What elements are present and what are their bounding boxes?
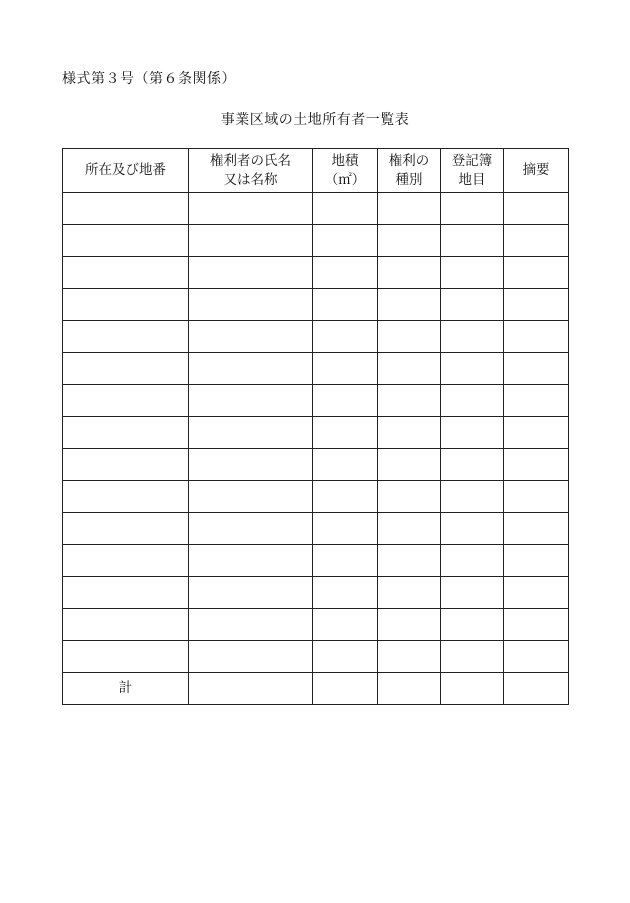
blank-entry-cell[interactable] [378,193,441,225]
blank-entry-cell[interactable] [189,417,313,449]
blank-entry-cell[interactable] [378,289,441,321]
blank-entry-cell[interactable] [313,193,378,225]
blank-entry-cell[interactable] [441,545,504,577]
table-row [63,289,569,321]
blank-entry-cell[interactable] [189,449,313,481]
table-row [63,321,569,353]
blank-entry-cell[interactable] [63,353,189,385]
blank-entry-cell[interactable] [313,481,378,513]
document-title: 事業区域の土地所有者一覧表 [220,112,410,128]
table-row [63,225,569,257]
blank-entry-cell[interactable] [63,385,189,417]
blank-entry-cell[interactable] [313,225,378,257]
form-number: 様式第３号（第６条関係） [62,71,236,87]
blank-entry-cell[interactable] [378,609,441,641]
blank-entry-cell[interactable] [504,353,569,385]
total-entry-cell[interactable] [504,673,569,705]
table-row [63,257,569,289]
blank-entry-cell[interactable] [441,385,504,417]
total-entry-cell[interactable] [189,673,313,705]
blank-entry-cell[interactable] [441,257,504,289]
blank-entry-cell[interactable] [504,257,569,289]
blank-entry-cell[interactable] [313,609,378,641]
blank-entry-cell[interactable] [378,385,441,417]
blank-entry-cell[interactable] [313,321,378,353]
total-entry-cell[interactable] [378,673,441,705]
column-header-area-line-1: 地積 [331,152,359,169]
blank-entry-cell[interactable] [441,417,504,449]
column-header-right-type-line-2: 種別 [395,171,423,188]
total-row [63,673,569,705]
blank-entry-cell[interactable] [189,321,313,353]
table-row [63,577,569,609]
blank-entry-cell[interactable] [313,417,378,449]
blank-entry-cell[interactable] [63,513,189,545]
blank-entry-cell[interactable] [313,449,378,481]
column-header-remarks-line-1: 摘要 [522,162,550,178]
blank-entry-cell[interactable] [378,481,441,513]
blank-entry-cell[interactable] [441,353,504,385]
blank-entry-cell[interactable] [313,577,378,609]
blank-entry-cell[interactable] [441,321,504,353]
blank-entry-cell[interactable] [504,321,569,353]
blank-entry-cell[interactable] [378,321,441,353]
blank-entry-cell[interactable] [441,609,504,641]
column-header-rightholder-name-line-1: 権利者の氏名 [210,152,291,169]
blank-entry-cell[interactable] [63,641,189,673]
blank-entry-cell[interactable] [504,449,569,481]
blank-entry-cell[interactable] [63,257,189,289]
blank-entry-cell[interactable] [313,289,378,321]
blank-entry-cell[interactable] [441,577,504,609]
blank-entry-cell[interactable] [63,609,189,641]
blank-entry-cell[interactable] [504,513,569,545]
blank-entry-cell[interactable] [189,257,313,289]
blank-entry-cell[interactable] [189,289,313,321]
blank-entry-cell[interactable] [189,385,313,417]
blank-entry-cell[interactable] [504,577,569,609]
blank-entry-cell[interactable] [504,225,569,257]
blank-entry-cell[interactable] [504,641,569,673]
landowner-table [62,148,569,705]
column-header-rightholder-name [189,149,313,193]
blank-entry-cell[interactable] [441,225,504,257]
table-row [63,513,569,545]
column-header-rightholder-name-line-2: 又は名称 [223,171,278,188]
blank-entry-cell[interactable] [378,257,441,289]
table-row [63,449,569,481]
blank-entry-cell[interactable] [441,193,504,225]
blank-entry-cell[interactable] [441,513,504,545]
blank-entry-cell[interactable] [189,577,313,609]
blank-entry-cell[interactable] [504,417,569,449]
blank-entry-cell[interactable] [504,481,569,513]
column-header-area [313,149,378,193]
blank-entry-cell[interactable] [504,545,569,577]
header-row [63,149,569,193]
blank-entry-cell[interactable] [378,417,441,449]
blank-entry-cell[interactable] [189,193,313,225]
blank-entry-cell[interactable] [441,449,504,481]
blank-entry-cell[interactable] [189,481,313,513]
column-header-registry-land-category-line-1: 登記簿 [451,152,493,169]
blank-entry-cell[interactable] [313,353,378,385]
total-entry-cell[interactable] [313,673,378,705]
table-body [63,193,569,705]
total-entry-cell[interactable] [441,673,504,705]
column-header-remarks [504,149,569,193]
blank-entry-cell[interactable] [441,641,504,673]
blank-entry-cell[interactable] [378,641,441,673]
blank-entry-cell[interactable] [441,289,504,321]
blank-entry-cell[interactable] [63,545,189,577]
blank-entry-cell[interactable] [504,193,569,225]
blank-entry-cell[interactable] [504,289,569,321]
blank-entry-cell[interactable] [189,353,313,385]
blank-entry-cell[interactable] [378,513,441,545]
blank-entry-cell[interactable] [313,257,378,289]
blank-entry-cell[interactable] [378,449,441,481]
column-header-registry-land-category [441,149,504,193]
column-header-right-type [378,149,441,193]
blank-entry-cell[interactable] [189,545,313,577]
blank-entry-cell[interactable] [189,641,313,673]
blank-entry-cell[interactable] [504,385,569,417]
column-header-location [63,149,189,193]
column-header-area-line-2: （㎡） [324,171,366,188]
table-row [63,385,569,417]
blank-entry-cell[interactable] [189,513,313,545]
blank-entry-cell[interactable] [313,513,378,545]
blank-entry-cell[interactable] [63,577,189,609]
blank-entry-cell[interactable] [504,609,569,641]
blank-entry-cell[interactable] [313,545,378,577]
blank-entry-cell[interactable] [378,225,441,257]
table-row [63,481,569,513]
blank-entry-cell[interactable] [378,353,441,385]
blank-entry-cell[interactable] [63,481,189,513]
table-row [63,641,569,673]
blank-entry-cell[interactable] [63,417,189,449]
blank-entry-cell[interactable] [189,225,313,257]
blank-entry-cell[interactable] [378,545,441,577]
total-label: 計 [63,673,189,705]
blank-entry-cell[interactable] [63,321,189,353]
blank-entry-cell[interactable] [189,609,313,641]
blank-entry-cell[interactable] [63,193,189,225]
blank-entry-cell[interactable] [313,385,378,417]
blank-entry-cell[interactable] [378,577,441,609]
table-row [63,193,569,225]
blank-entry-cell[interactable] [313,641,378,673]
blank-entry-cell[interactable] [441,481,504,513]
table-row [63,353,569,385]
column-header-registry-land-category-line-2: 地目 [458,171,486,188]
column-header-right-type-line-1: 権利の [388,152,430,169]
table-row [63,417,569,449]
table-row [63,609,569,641]
blank-entry-cell[interactable] [63,449,189,481]
column-header-location-line-1: 所在及び地番 [85,162,166,178]
blank-entry-cell[interactable] [63,289,189,321]
blank-entry-cell[interactable] [63,225,189,257]
table-row [63,545,569,577]
